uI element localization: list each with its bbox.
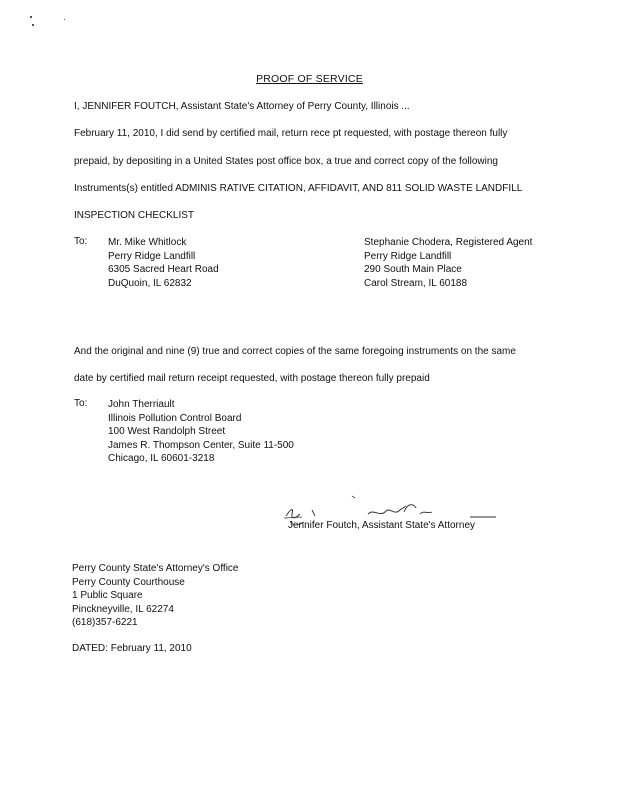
address-line: Illinois Pollution Control Board bbox=[108, 412, 242, 424]
recipient-address-left bbox=[108, 236, 219, 290]
address-line: Carol Stream, IL 60188 bbox=[364, 277, 468, 289]
recipient-address-right bbox=[364, 236, 532, 290]
address-line: 6305 Sacred Heart Road bbox=[108, 264, 219, 275]
to-label: To: bbox=[74, 398, 88, 409]
address-line: Stephanie Chodera, Registered Agent bbox=[364, 237, 533, 248]
recipient-address-board bbox=[108, 398, 294, 466]
office-line: 1 Public Square bbox=[72, 590, 143, 601]
scan-speck bbox=[32, 24, 34, 26]
signature-caption: Jennifer Foutch, Assistant State's Attorney bbox=[288, 520, 476, 531]
document-title: PROOF OF SERVICE bbox=[256, 73, 363, 85]
paragraph-line: I, JENNIFER FOUTCH, Assistant State's Attorney of Perry County, Illinois ... bbox=[74, 101, 410, 112]
address-line: 100 West Randolph Street bbox=[108, 426, 226, 437]
address-line: John Therriault bbox=[108, 399, 175, 410]
dated-line: DATED: February 11, 2010 bbox=[72, 643, 192, 654]
second-paragraph-line: And the original and nine (9) true and correct copies of the same foregoing instruments on the same bbox=[74, 346, 516, 357]
address-line: Perry Ridge Landfill bbox=[364, 250, 452, 262]
paragraph-line: February 11, 2010, I did send by certified mail, return rece pt requested, with postage thereon fully bbox=[74, 128, 508, 139]
office-address bbox=[72, 562, 238, 630]
paragraph-line: prepaid, by depositing in a United States post office box, a true and correct copy of the following bbox=[74, 156, 498, 167]
office-line: (618)357-6221 bbox=[72, 617, 138, 628]
office-line: Perry County State's Attorney's Office bbox=[72, 563, 239, 574]
office-line: Pinckneyville, IL 62274 bbox=[72, 603, 174, 615]
paragraph-line: INSPECTION CHECKLIST bbox=[74, 210, 195, 221]
address-line: 290 South Main Place bbox=[364, 264, 462, 275]
paragraph-line: Instruments(s) entitled ADMINIS RATIVE CITATION, AFFIDAVIT, AND 811 SOLID WASTE LANDFILL bbox=[74, 183, 523, 194]
office-line: Perry County Courthouse bbox=[72, 576, 185, 588]
address-line: Mr. Mike Whitlock bbox=[108, 237, 187, 248]
to-label: To: bbox=[74, 236, 88, 247]
scan-speck bbox=[30, 16, 32, 18]
address-line: Perry Ridge Landfill bbox=[108, 250, 196, 262]
address-line: James R. Thompson Center, Suite 11-500 bbox=[108, 439, 294, 451]
second-paragraph-line: date by certified mail return receipt requested, with postage thereon fully prepaid bbox=[74, 373, 430, 384]
address-line: DuQuoin, IL 62832 bbox=[108, 277, 192, 289]
scan-speck bbox=[64, 19, 65, 20]
address-line: Chicago, IL 60601-3218 bbox=[108, 453, 215, 464]
